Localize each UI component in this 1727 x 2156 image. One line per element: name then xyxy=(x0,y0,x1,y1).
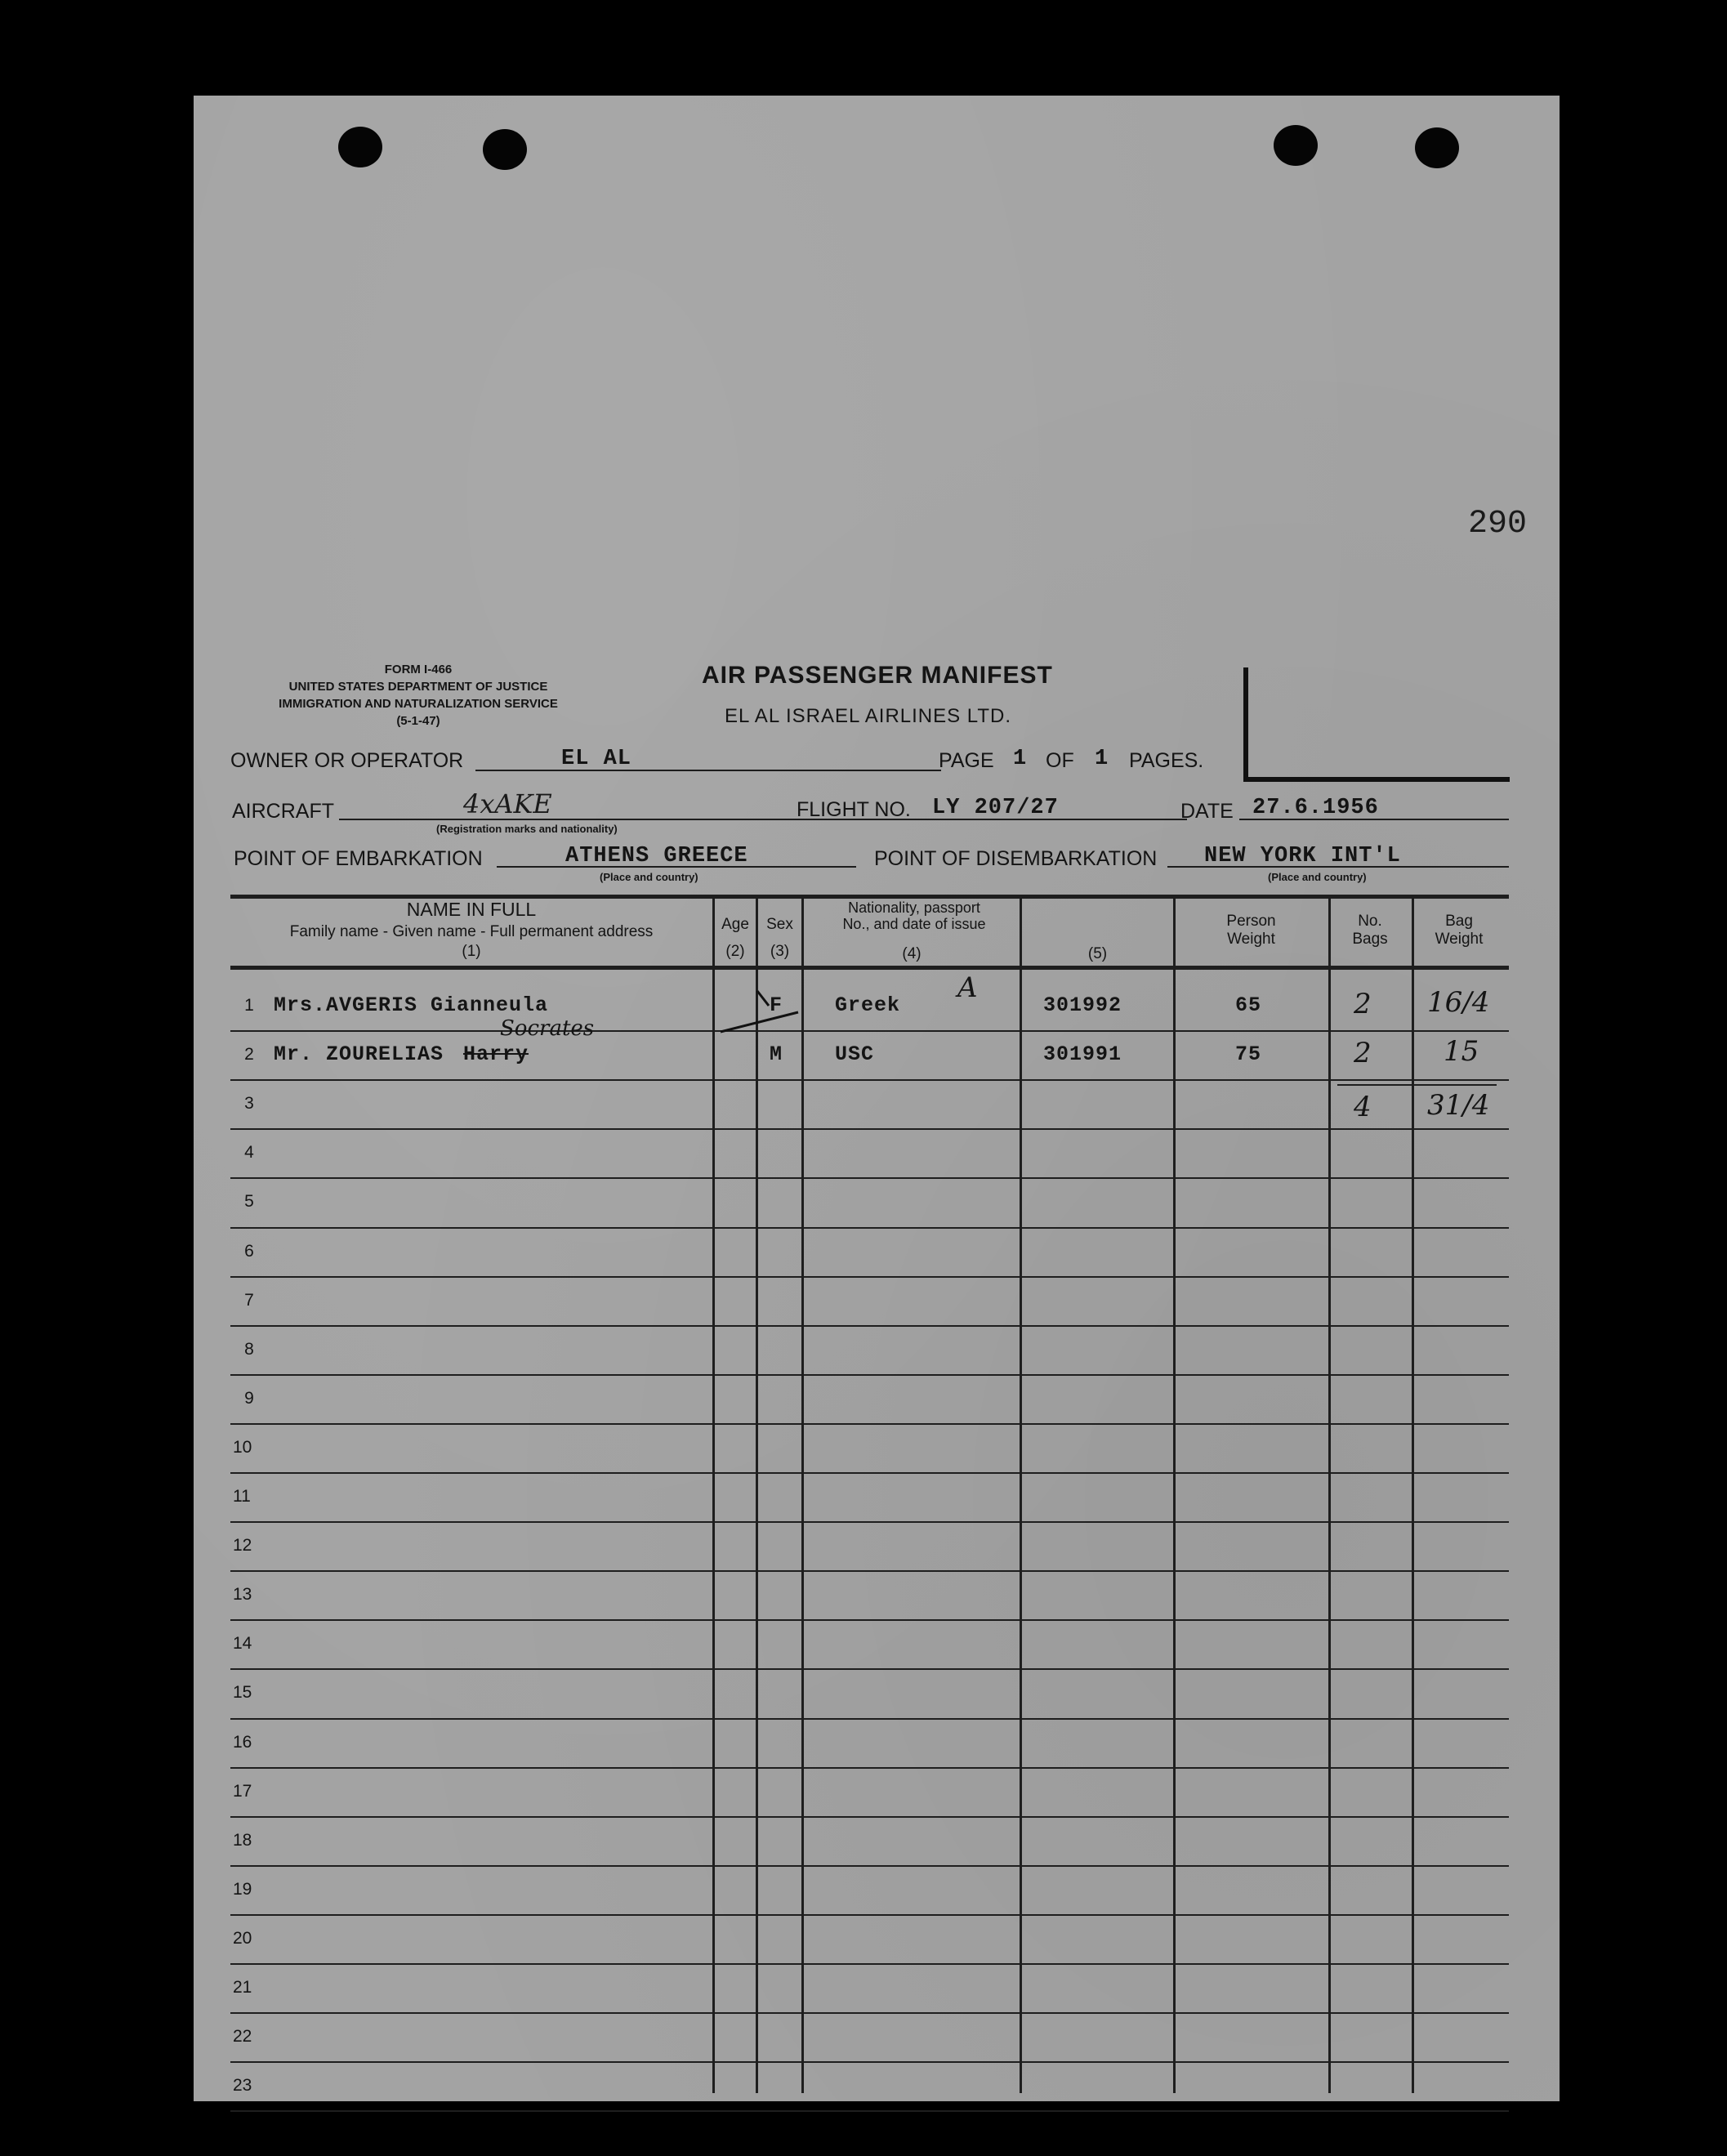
page-value: 1 xyxy=(1013,747,1028,771)
row1-name: Mrs.AVGERIS Gianneula xyxy=(274,993,549,1017)
row-number: 9 xyxy=(244,1388,254,1408)
row2-col5: 301991 xyxy=(1043,1042,1122,1066)
of-label: OF xyxy=(1046,749,1074,772)
row-number: 5 xyxy=(244,1192,254,1212)
col-name-title: NAME IN FULL xyxy=(406,899,537,920)
col-nationality-num: (4) xyxy=(902,945,922,962)
row-number: 3 xyxy=(244,1094,254,1114)
row2-name: Mr. ZOURELIAS xyxy=(274,1042,444,1066)
row-number: 22 xyxy=(233,2027,252,2047)
embarkation-value: ATHENS GREECE xyxy=(565,844,748,868)
col-name-sub: Family name - Given name - Full permanent address xyxy=(289,923,654,940)
flight-value: LY 207/27 xyxy=(932,796,1059,820)
manifest-title: AIR PASSENGER MANIFEST xyxy=(702,662,1053,689)
row2-nationality: USC xyxy=(835,1042,875,1066)
nationality-annotation: A xyxy=(957,971,978,1004)
col-bagweight-title: Bag Weight xyxy=(1435,913,1484,948)
total-bags: 4 xyxy=(1354,1091,1372,1123)
row-number: 12 xyxy=(233,1536,252,1556)
totals-rule xyxy=(1337,1084,1497,1086)
row-line xyxy=(230,1668,1509,1670)
disembarkation-value: NEW YORK INT'L xyxy=(1204,844,1401,868)
punch-hole xyxy=(483,129,527,170)
airline-name: EL AL ISRAEL AIRLINES LTD. xyxy=(725,705,1012,727)
row-line xyxy=(230,1177,1509,1179)
form-info xyxy=(234,661,602,730)
row-line xyxy=(230,1079,1509,1081)
owner-label: OWNER OR OPERATOR xyxy=(230,749,464,772)
flight-label: FLIGHT NO. xyxy=(797,798,911,821)
form-service: IMMIGRATION AND NATURALIZATION SERVICE xyxy=(279,697,558,711)
embarkation-hint: (Place and country) xyxy=(600,871,698,883)
row1-nationality: Greek xyxy=(835,993,901,1017)
row-line xyxy=(230,1521,1509,1523)
row-line xyxy=(230,1030,1509,1032)
row-number: 2 xyxy=(244,1045,254,1065)
row2-bagweight: 15 xyxy=(1444,1035,1479,1068)
row-line xyxy=(230,1276,1509,1278)
owner-value: EL AL xyxy=(561,747,632,771)
row1-col5: 301992 xyxy=(1043,993,1122,1017)
punch-hole xyxy=(338,127,382,167)
stamp-box-edge xyxy=(1243,667,1248,782)
row-number: 4 xyxy=(244,1143,254,1163)
owner-underline xyxy=(475,770,941,771)
row1-bags: 2 xyxy=(1354,988,1372,1020)
row-line xyxy=(230,1325,1509,1327)
row-line xyxy=(230,2061,1509,2063)
row-number: 6 xyxy=(244,1241,254,1261)
aircraft-value: 4xAKE xyxy=(463,788,552,819)
manifest-sheet xyxy=(194,96,1560,2101)
row-number: 14 xyxy=(233,1634,252,1654)
form-department: UNITED STATES DEPARTMENT OF JUSTICE xyxy=(288,680,548,694)
row2-weight: 75 xyxy=(1235,1042,1262,1066)
row-line xyxy=(230,1472,1509,1474)
table-header-rule xyxy=(230,966,1509,970)
row2-bags: 2 xyxy=(1354,1037,1372,1069)
aircraft-label: AIRCRAFT xyxy=(232,800,334,823)
row1-sex: F xyxy=(770,993,783,1017)
row-line xyxy=(230,1767,1509,1769)
col-weight-title: Person Weight xyxy=(1226,913,1276,948)
row-number: 19 xyxy=(233,1879,252,1899)
row-line xyxy=(230,1914,1509,1916)
disembarkation-hint: (Place and country) xyxy=(1268,871,1367,883)
page-label: PAGE xyxy=(939,749,994,772)
row-number: 21 xyxy=(233,1978,252,1997)
row1-weight: 65 xyxy=(1235,993,1262,1017)
row-number: 16 xyxy=(233,1732,252,1752)
row-line xyxy=(230,1619,1509,1621)
row-line xyxy=(230,1718,1509,1720)
row-line xyxy=(230,1227,1509,1229)
col-sex-title: Sex xyxy=(766,916,793,933)
row-number: 15 xyxy=(233,1683,252,1703)
date-label: DATE xyxy=(1180,800,1234,823)
row-line xyxy=(230,2012,1509,2014)
row-number: 18 xyxy=(233,1830,252,1850)
col-nationality-title: Nationality, passport No., and date of issue xyxy=(842,899,986,932)
row-line xyxy=(230,1374,1509,1376)
row-number: 23 xyxy=(233,2076,252,2096)
form-number: FORM I-466 xyxy=(384,663,453,676)
row-line xyxy=(230,1570,1509,1572)
row-line xyxy=(230,1816,1509,1818)
pages-label: PAGES. xyxy=(1129,749,1204,772)
row-line xyxy=(230,1963,1509,1965)
row-number: 10 xyxy=(233,1437,252,1457)
date-value: 27.6.1956 xyxy=(1252,796,1379,820)
age-strike-mark xyxy=(716,984,806,1033)
col-age-title: Age xyxy=(721,916,749,933)
stamp-box-edge xyxy=(1243,777,1510,782)
row-number: 17 xyxy=(233,1781,252,1801)
archive-page-number: 290 xyxy=(1468,506,1528,542)
row-number: 20 xyxy=(233,1928,252,1948)
row-number: 8 xyxy=(244,1339,254,1359)
row2-name-correction: Socrates xyxy=(500,1016,595,1041)
of-value: 1 xyxy=(1095,747,1109,771)
aircraft-hint: (Registration marks and nationality) xyxy=(436,823,618,835)
disembarkation-label: POINT OF DISEMBARKATION xyxy=(874,847,1158,870)
row1-bagweight: 16/4 xyxy=(1427,986,1490,1019)
col-sex-num: (3) xyxy=(770,943,790,960)
row-number: 13 xyxy=(233,1585,252,1605)
col-5-num: (5) xyxy=(1087,945,1108,962)
punch-hole xyxy=(1274,125,1318,166)
embarkation-label: POINT OF EMBARKATION xyxy=(234,847,483,870)
punch-hole xyxy=(1415,127,1459,168)
total-bag-weight: 31/4 xyxy=(1427,1089,1490,1122)
row-number: 7 xyxy=(244,1290,254,1310)
row2-name-struck: Harry xyxy=(463,1042,529,1066)
row-line xyxy=(230,1423,1509,1425)
row-number: 1 xyxy=(244,996,254,1015)
row2-sex: M xyxy=(770,1042,783,1066)
row-line xyxy=(230,1865,1509,1867)
row-line xyxy=(230,1128,1509,1130)
col-bags-title: No. Bags xyxy=(1352,913,1388,948)
col-age-num: (2) xyxy=(725,943,745,960)
row-number: 11 xyxy=(233,1487,251,1506)
col-name-num: (1) xyxy=(462,943,481,960)
row-line xyxy=(230,2110,1509,2112)
form-edition: (5-1-47) xyxy=(396,714,440,728)
